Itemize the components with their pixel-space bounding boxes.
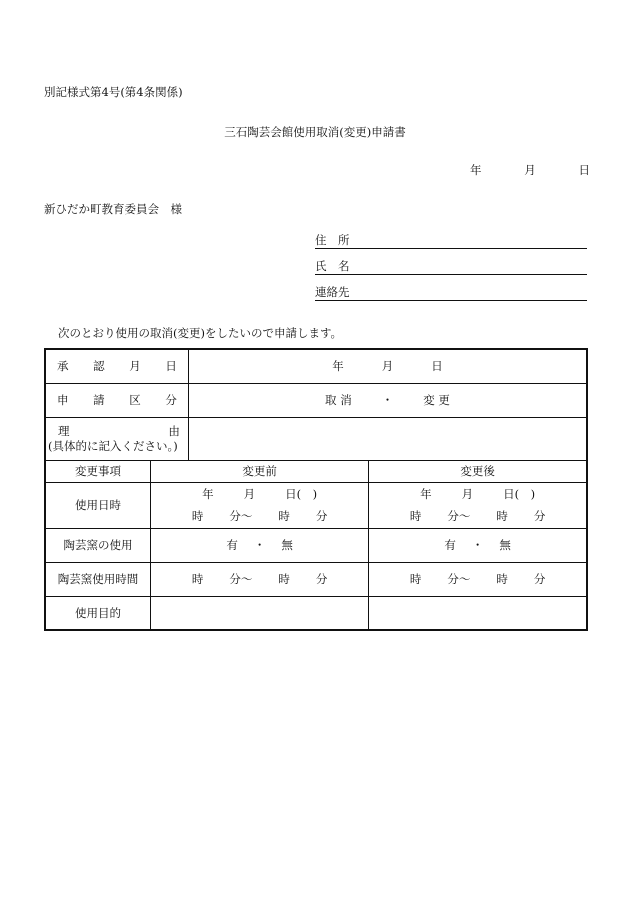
- kiln-time-row: [45, 562, 587, 596]
- kiln-use-after[interactable]: 有 ・ 無: [369, 528, 587, 562]
- kiln-use-label: 陶芸窯の使用: [45, 528, 151, 562]
- usage-datetime-row: [45, 482, 587, 528]
- purpose-row: [45, 596, 587, 630]
- name-field[interactable]: [315, 258, 587, 275]
- document-title: 三石陶芸会館使用取消(変更)申請書: [224, 125, 406, 139]
- col-item-header: 変更事項: [45, 460, 151, 482]
- approval-date-row: [45, 349, 587, 383]
- purpose-before[interactable]: [151, 596, 369, 630]
- year-label: 年: [470, 163, 482, 177]
- purpose-after[interactable]: [369, 596, 587, 630]
- purpose-label: 使用目的: [45, 596, 151, 630]
- kiln-use-row: [45, 528, 587, 562]
- kiln-time-label: 陶芸窯使用時間: [45, 562, 151, 596]
- category-label: 申 請 区 分: [45, 383, 188, 417]
- category-row: [45, 383, 587, 417]
- name-label: 氏 名: [315, 259, 350, 273]
- month-label: 月: [524, 163, 536, 177]
- address-field[interactable]: [315, 232, 587, 249]
- reason-row: [45, 417, 587, 460]
- kiln-use-before[interactable]: 有 ・ 無: [151, 528, 369, 562]
- col-after-header: 変更後: [369, 460, 587, 482]
- usage-datetime-label: 使用日時: [45, 482, 151, 528]
- day-label: 日: [578, 163, 590, 177]
- intro-text: 次のとおり使用の取消(変更)をしたいので申請します。: [58, 326, 343, 340]
- change-header-row: [45, 460, 587, 482]
- submission-date: [470, 162, 590, 178]
- addressee: 新ひだか町教育委員会 様: [44, 202, 182, 216]
- col-before-header: 変更前: [151, 460, 369, 482]
- usage-datetime-before[interactable]: 年 月 日( ) 時 分〜 時 分: [151, 482, 369, 528]
- kiln-time-before[interactable]: 時 分〜 時 分: [151, 562, 369, 596]
- address-label: 住 所: [315, 233, 350, 247]
- reason-input[interactable]: [188, 417, 587, 460]
- contact-label: 連絡先: [315, 285, 350, 299]
- approval-date-value[interactable]: 年 月 日: [188, 349, 587, 383]
- cancel-option[interactable]: 取 消: [325, 393, 352, 407]
- reason-label: 理 由 (具体的に記入ください。): [45, 417, 188, 460]
- kiln-time-after[interactable]: 時 分〜 時 分: [369, 562, 587, 596]
- approval-date-label: 承 認 月 日: [45, 349, 188, 383]
- change-option[interactable]: 変 更: [423, 393, 450, 407]
- form-number: 別記様式第4号(第4条関係): [44, 85, 183, 99]
- category-options[interactable]: 取 消 ・ 変 更: [188, 383, 587, 417]
- usage-datetime-after[interactable]: 年 月 日( ) 時 分〜 時 分: [369, 482, 587, 528]
- contact-field[interactable]: [315, 284, 587, 301]
- application-table: [44, 348, 588, 631]
